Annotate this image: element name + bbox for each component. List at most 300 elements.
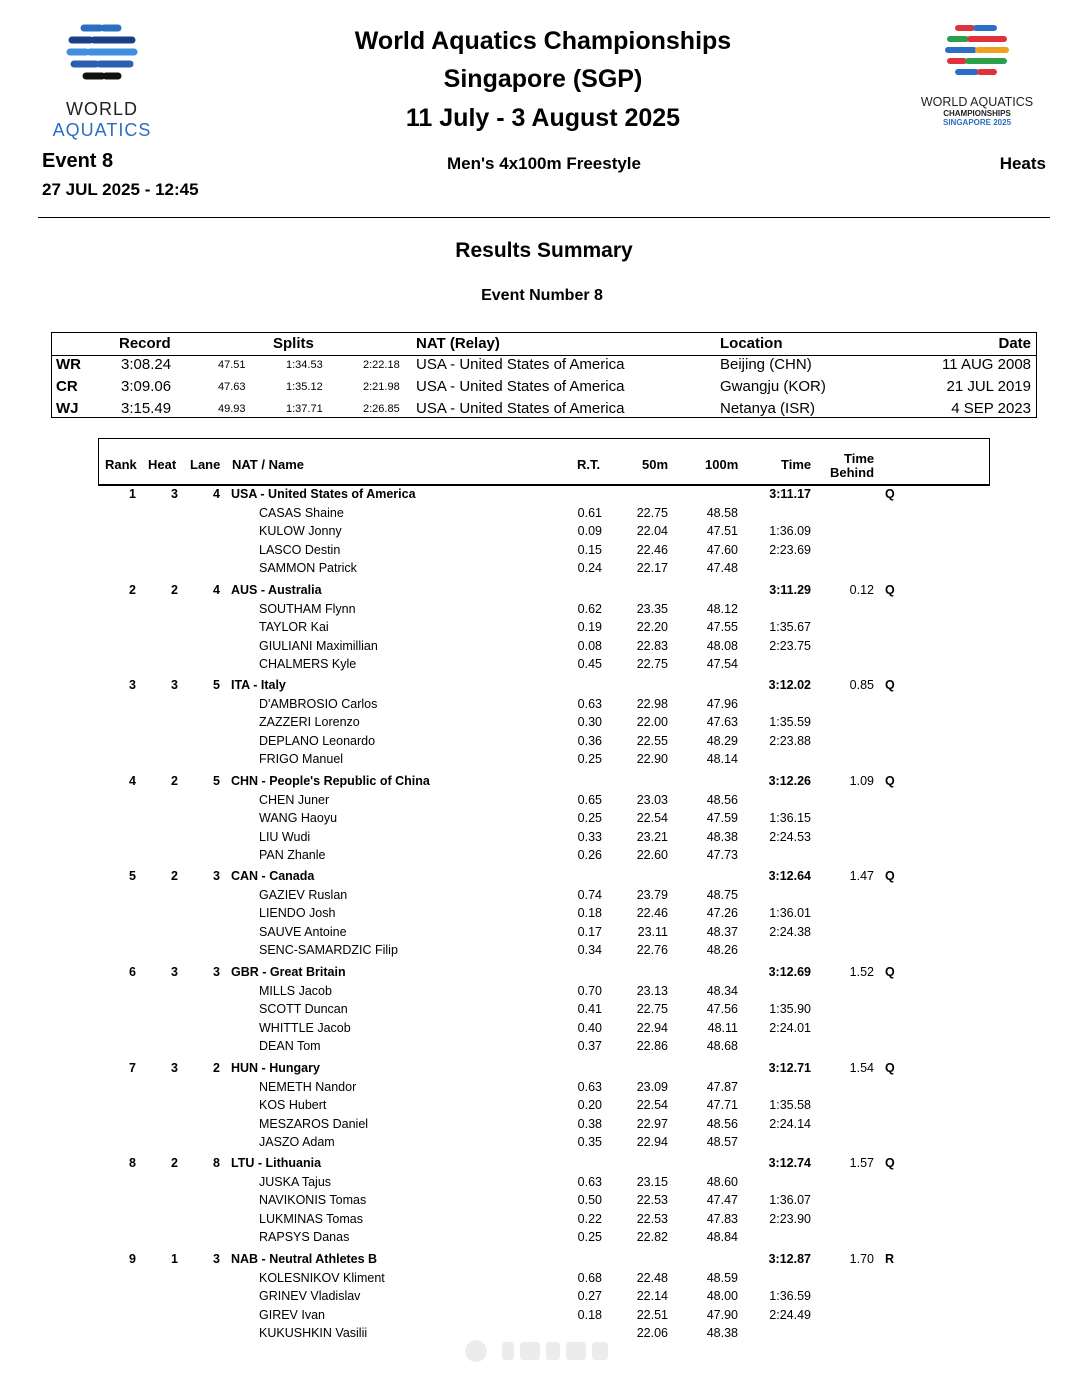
swimmer-name: MILLS Jacob xyxy=(259,983,332,998)
championships-logo xyxy=(904,22,1050,132)
swimmer-split-100: 48.08 xyxy=(706,638,738,653)
swimmer-row xyxy=(0,1193,1080,1211)
swimmer-split-100: 48.29 xyxy=(706,734,738,749)
team-time: 3:12.69 xyxy=(768,964,811,979)
team-time: 3:11.17 xyxy=(769,487,811,501)
team-heat: 2 xyxy=(171,1156,178,1171)
records-header-splits: Splits xyxy=(273,335,314,352)
team-entry xyxy=(0,965,1080,1061)
record-row xyxy=(52,376,1036,398)
swimmer-split-50: 22.60 xyxy=(636,847,668,862)
team-row xyxy=(0,1156,1080,1174)
swimmer-row xyxy=(0,1175,1080,1193)
swimmer-reaction-time: 0.22 xyxy=(577,1212,602,1227)
records-table xyxy=(51,332,1037,418)
swimmer-split-50: 23.35 xyxy=(636,601,668,616)
col-time: Time xyxy=(781,457,812,472)
swimmer-split-100: 48.57 xyxy=(706,1134,738,1149)
swimmer-split-50: 22.46 xyxy=(636,906,668,921)
championship-dates: 11 July - 3 August 2025 xyxy=(405,104,681,132)
swimmer-name: DEAN Tom xyxy=(259,1038,321,1053)
team-qualifier: Q xyxy=(885,869,895,884)
record-type: WR xyxy=(56,356,81,373)
swimmer-reaction-time: 0.18 xyxy=(577,906,602,921)
swimmer-name: WANG Haoyu xyxy=(259,810,338,825)
record-row xyxy=(52,354,1036,376)
swimmer-split-100: 48.38 xyxy=(706,1325,738,1340)
swimmer-name: CASAS Shaine xyxy=(259,506,344,520)
team-lane: 4 xyxy=(213,487,220,501)
swimmer-split-50: 22.98 xyxy=(636,697,668,712)
swimmer-split-100: 48.34 xyxy=(706,983,738,998)
swimmer-row xyxy=(0,1289,1080,1307)
team-name: CHN - People's Republic of China xyxy=(231,773,430,788)
swimmer-name: LIU Wudi xyxy=(259,829,311,844)
swimmer-split-50: 23.13 xyxy=(636,983,668,998)
swimmer-row xyxy=(0,943,1080,961)
swimmer-split-100: 48.59 xyxy=(706,1270,738,1285)
col-rank: Rank xyxy=(105,457,137,472)
swimmer-name: WHITTLE Jacob xyxy=(259,1020,351,1035)
record-row xyxy=(52,398,1036,420)
team-row xyxy=(0,678,1080,696)
swimmer-name: DEPLANO Leonardo xyxy=(259,734,376,749)
swimmer-reaction-time: 0.38 xyxy=(577,1116,602,1131)
swimmer-split-100: 47.90 xyxy=(706,1307,738,1322)
col-100m: 100m xyxy=(705,457,739,472)
swimmer-split-100: 48.84 xyxy=(706,1230,738,1245)
swimmer-cumulative: 1:35.58 xyxy=(769,1097,811,1112)
watermark-icon xyxy=(456,1338,616,1364)
swimmer-row xyxy=(0,1308,1080,1326)
swimmer-split-50: 23.21 xyxy=(636,829,668,844)
team-rank: 3 xyxy=(129,678,136,693)
record-split-50: 47.63 xyxy=(218,381,246,393)
swimmer-split-100: 48.56 xyxy=(706,792,738,807)
swimmer-split-100: 48.37 xyxy=(706,925,738,940)
col-time-behind-2: Behind xyxy=(830,465,875,480)
swimmer-split-50: 22.82 xyxy=(636,1230,668,1245)
swimmer-reaction-time: 0.40 xyxy=(577,1020,602,1035)
swimmer-split-50: 23.15 xyxy=(636,1175,668,1190)
swimmer-row xyxy=(0,793,1080,811)
swimmer-row xyxy=(0,561,1080,579)
team-qualifier: Q xyxy=(885,1060,895,1075)
swimmer-split-100: 47.55 xyxy=(706,619,738,634)
swimmer-row xyxy=(0,734,1080,752)
swimmer-split-50: 22.14 xyxy=(636,1288,668,1303)
team-name: ITA - Italy xyxy=(231,678,286,693)
swimmer-row xyxy=(0,639,1080,657)
team-rank: 1 xyxy=(129,487,136,501)
record-split-50: 49.93 xyxy=(218,403,246,415)
swimmer-reaction-time: 0.37 xyxy=(577,1038,602,1053)
swimmer-split-100: 47.63 xyxy=(706,715,738,730)
swimmer-name: SAMMON Patrick xyxy=(259,561,357,575)
swimmer-name: GIULIANI Maximillian xyxy=(259,638,378,653)
record-split-100: 1:37.71 xyxy=(286,403,323,415)
swimmer-split-50: 22.51 xyxy=(636,1307,668,1322)
team-lane: 3 xyxy=(213,869,220,884)
records-header-date: Date xyxy=(998,335,1031,352)
swimmer-reaction-time: 0.36 xyxy=(577,734,602,749)
swimmer-reaction-time: 0.19 xyxy=(577,619,602,634)
swimmer-split-100: 48.11 xyxy=(707,1020,738,1035)
swimmer-name: JUSKA Tajus xyxy=(259,1175,332,1190)
team-heat: 2 xyxy=(171,582,178,597)
swimmer-cumulative: 1:36.09 xyxy=(769,524,811,538)
team-time: 3:12.74 xyxy=(768,1156,811,1171)
team-name: AUS - Australia xyxy=(231,582,322,597)
team-row xyxy=(0,1252,1080,1270)
swimmer-reaction-time: 0.17 xyxy=(577,925,602,940)
record-type: CR xyxy=(56,378,78,395)
swimmer-reaction-time: 0.20 xyxy=(577,1097,602,1112)
swimmer-cumulative: 1:35.67 xyxy=(769,619,811,634)
swimmer-name: ZAZZERI Lorenzo xyxy=(259,715,360,730)
swimmer-split-50: 22.86 xyxy=(636,1038,668,1053)
team-row xyxy=(0,774,1080,792)
team-time-behind: 0.12 xyxy=(849,582,874,597)
swimmer-reaction-time: 0.27 xyxy=(577,1288,602,1303)
swimmer-reaction-time: 0.30 xyxy=(577,715,602,730)
swimmer-cumulative: 2:23.88 xyxy=(769,734,811,749)
team-name: NAB - Neutral Athletes B xyxy=(231,1251,378,1266)
record-split-100: 1:34.53 xyxy=(286,359,323,371)
swimmer-name: GAZIEV Ruslan xyxy=(259,888,348,903)
team-time: 3:12.71 xyxy=(768,1060,811,1075)
swimmer-row xyxy=(0,811,1080,829)
team-heat: 2 xyxy=(171,773,178,788)
swimmer-split-100: 47.60 xyxy=(706,543,738,557)
swimmer-name: TAYLOR Kai xyxy=(259,619,329,634)
right-logo-line3: SINGAPORE 2025 xyxy=(942,118,1012,127)
swimmer-row xyxy=(0,752,1080,770)
team-time: 3:12.02 xyxy=(768,678,811,693)
swimmer-reaction-time: 0.25 xyxy=(577,810,602,825)
team-lane: 4 xyxy=(213,582,220,597)
team-lane: 3 xyxy=(213,1251,220,1266)
team-heat: 2 xyxy=(171,869,178,884)
swimmer-cumulative: 1:35.59 xyxy=(769,715,811,730)
swimmer-row xyxy=(0,1039,1080,1057)
col-name: NAT / Name xyxy=(232,457,304,472)
swimmer-split-50: 22.53 xyxy=(636,1212,668,1227)
swimmer-row xyxy=(0,1021,1080,1039)
swimmer-name: CHALMERS Kyle xyxy=(259,656,357,671)
swimmer-name: MESZAROS Daniel xyxy=(259,1116,369,1131)
team-qualifier: Q xyxy=(885,678,895,693)
swimmer-reaction-time: 0.68 xyxy=(577,1270,602,1285)
records-header xyxy=(52,333,1036,356)
swimmer-reaction-time: 0.45 xyxy=(577,656,602,671)
team-row xyxy=(0,583,1080,601)
swimmer-reaction-time: 0.65 xyxy=(577,792,602,807)
team-lane: 2 xyxy=(213,1060,220,1075)
team-heat: 3 xyxy=(171,678,178,693)
record-nat: USA - United States of America xyxy=(416,356,625,373)
team-rank: 9 xyxy=(129,1251,136,1266)
swimmer-name: KOS Hubert xyxy=(259,1097,327,1112)
page-subtitle: Singapore (SGP) xyxy=(443,65,643,93)
swimmer-split-50: 22.46 xyxy=(636,543,668,557)
swimmer-split-50: 22.53 xyxy=(636,1193,668,1208)
swimmer-split-100: 47.56 xyxy=(706,1001,738,1016)
swimmer-reaction-time: 0.35 xyxy=(577,1134,602,1149)
event-phase: Heats xyxy=(999,154,1046,173)
swimmer-split-50: 23.03 xyxy=(636,792,668,807)
swimmer-split-100: 48.60 xyxy=(706,1175,738,1190)
col-rt: R.T. xyxy=(577,457,601,472)
event-datetime: 27 JUL 2025 - 12:45 xyxy=(42,180,199,199)
swimmer-name: CHEN Juner xyxy=(259,792,330,807)
swimmer-cumulative: 1:36.59 xyxy=(769,1288,811,1303)
swimmer-row xyxy=(0,1098,1080,1116)
swimmer-split-100: 47.47 xyxy=(706,1193,738,1208)
team-qualifier: R xyxy=(885,1251,895,1266)
team-time-behind: 1.47 xyxy=(849,869,874,884)
record-type: WJ xyxy=(56,400,79,417)
swimmer-name: LASCO Destin xyxy=(259,543,341,557)
record-time: 3:08.24 xyxy=(121,356,172,373)
team-heat: 3 xyxy=(171,964,178,979)
records-header-nat: NAT (Relay) xyxy=(416,335,500,352)
swimmer-name: SOUTHAM Flynn xyxy=(259,601,356,616)
swimmer-name: RAPSYS Danas xyxy=(259,1230,350,1245)
swimmer-reaction-time: 0.15 xyxy=(577,543,602,557)
team-name: USA - United States of America xyxy=(231,487,416,501)
swimmer-cumulative: 2:23.69 xyxy=(769,543,811,557)
results-list xyxy=(0,487,1080,1347)
team-time-behind: 1.70 xyxy=(849,1251,874,1266)
swimmer-name: GIREV Ivan xyxy=(259,1307,325,1322)
swimmer-split-50: 22.83 xyxy=(636,638,668,653)
team-entry xyxy=(0,487,1080,583)
record-time: 3:15.49 xyxy=(121,400,172,417)
swimmer-row xyxy=(0,602,1080,620)
record-location: Netanya (ISR) xyxy=(720,400,816,417)
swimmer-row xyxy=(0,1135,1080,1153)
swimmer-name: NEMETH Nandor xyxy=(259,1079,357,1094)
swimmer-reaction-time: 0.63 xyxy=(577,1079,602,1094)
team-lane: 3 xyxy=(213,964,220,979)
swimmer-reaction-time: 0.61 xyxy=(577,506,602,520)
swimmer-row xyxy=(0,657,1080,675)
swimmer-row xyxy=(0,697,1080,715)
col-time-behind-1: Time xyxy=(844,451,875,466)
team-row xyxy=(0,965,1080,983)
record-nat: USA - United States of America xyxy=(416,378,625,395)
record-split-150: 2:22.18 xyxy=(363,359,400,371)
swimmer-split-100: 48.26 xyxy=(706,943,738,958)
swimmer-name: NAVIKONIS Tomas xyxy=(259,1193,367,1208)
swimmer-split-100: 47.59 xyxy=(706,810,738,825)
swimmer-split-50: 23.11 xyxy=(637,925,668,940)
swimmer-reaction-time: 0.24 xyxy=(577,561,602,575)
swimmer-cumulative: 1:36.07 xyxy=(769,1193,811,1208)
team-heat: 3 xyxy=(171,487,178,501)
swimmer-row xyxy=(0,1230,1080,1248)
record-date: 11 AUG 2008 xyxy=(942,356,1031,373)
swimmer-reaction-time: 0.63 xyxy=(577,1175,602,1190)
team-qualifier: Q xyxy=(885,773,895,788)
swimmer-name: LUKMINAS Tomas xyxy=(259,1212,363,1227)
swimmer-row xyxy=(0,925,1080,943)
record-date: 21 JUL 2019 xyxy=(946,378,1031,395)
team-rank: 4 xyxy=(129,773,136,788)
team-time: 3:11.29 xyxy=(769,582,811,597)
swimmer-reaction-time: 0.62 xyxy=(577,601,602,616)
team-rank: 8 xyxy=(129,1156,136,1171)
swimmer-split-50: 22.97 xyxy=(636,1116,668,1131)
swimmer-split-50: 22.00 xyxy=(636,715,668,730)
record-location: Beijing (CHN) xyxy=(720,356,812,373)
swimmer-row xyxy=(0,984,1080,1002)
swimmer-split-100: 47.26 xyxy=(706,906,738,921)
swimmer-split-50: 22.75 xyxy=(636,656,668,671)
swimmer-cumulative: 2:24.14 xyxy=(769,1116,811,1131)
swimmer-row xyxy=(0,906,1080,924)
swimmer-name: GRINEV Vladislav xyxy=(259,1288,361,1303)
team-lane: 8 xyxy=(213,1156,220,1171)
swimmer-split-50: 22.54 xyxy=(636,1097,668,1112)
swimmer-row xyxy=(0,1002,1080,1020)
team-rank: 2 xyxy=(129,582,136,597)
team-time: 3:12.87 xyxy=(768,1251,811,1266)
team-rank: 7 xyxy=(129,1060,136,1075)
team-entry xyxy=(0,583,1080,679)
swimmer-cumulative: 2:24.38 xyxy=(769,925,811,940)
team-entry xyxy=(0,774,1080,870)
team-rank: 5 xyxy=(129,869,136,884)
results-summary-title: Results Summary xyxy=(455,239,633,262)
records-header-record: Record xyxy=(119,335,171,352)
swimmer-name: KUKUSHKIN Vasilii xyxy=(259,1325,368,1340)
swimmer-split-100: 47.54 xyxy=(706,656,738,671)
swimmer-split-50: 22.75 xyxy=(636,1001,668,1016)
swimmer-cumulative: 2:24.53 xyxy=(769,829,811,844)
swimmer-split-100: 47.71 xyxy=(706,1097,738,1112)
swimmer-split-100: 48.14 xyxy=(706,752,738,767)
team-time-behind: 1.09 xyxy=(849,773,874,788)
team-qualifier: Q xyxy=(885,1156,895,1171)
swimmer-split-50: 22.55 xyxy=(636,734,668,749)
swimmer-reaction-time: 0.26 xyxy=(577,847,602,862)
team-lane: 5 xyxy=(213,773,220,788)
swimmer-split-50: 22.48 xyxy=(636,1270,668,1285)
col-50m: 50m xyxy=(642,457,669,472)
team-entry xyxy=(0,678,1080,774)
swimmer-name: SENC-SAMARDZIC Filip xyxy=(259,943,398,958)
swimmer-row xyxy=(0,543,1080,561)
team-qualifier: Q xyxy=(885,582,895,597)
championships-emblem-icon xyxy=(904,22,1050,84)
swimmer-split-50: 22.04 xyxy=(636,524,668,538)
team-time-behind: 0.85 xyxy=(849,678,874,693)
swimmer-row xyxy=(0,1117,1080,1135)
swimmer-split-50: 22.76 xyxy=(636,943,668,958)
record-time: 3:09.06 xyxy=(121,378,172,395)
swimmer-row xyxy=(0,506,1080,524)
swimmer-split-50: 22.54 xyxy=(636,810,668,825)
team-row xyxy=(0,487,1080,505)
swimmer-reaction-time: 0.25 xyxy=(577,1230,602,1245)
right-logo-line1: WORLD AQUATICS xyxy=(920,95,1034,109)
swimmer-cumulative: 1:35.90 xyxy=(769,1001,811,1016)
swimmer-cumulative: 2:23.75 xyxy=(769,638,811,653)
team-qualifier: Q xyxy=(885,964,895,979)
left-logo-line1: WORLD xyxy=(66,99,138,119)
swimmer-row xyxy=(0,715,1080,733)
right-logo-line2: CHAMPIONSHIPS xyxy=(943,109,1011,118)
swimmer-reaction-time: 0.34 xyxy=(577,943,602,958)
swimmer-reaction-time: 0.50 xyxy=(577,1193,602,1208)
team-heat: 3 xyxy=(171,1060,178,1075)
swimmer-split-100: 47.51 xyxy=(706,524,738,538)
team-lane: 5 xyxy=(213,678,220,693)
swimmer-cumulative: 2:23.90 xyxy=(769,1212,811,1227)
event-number-label: Event Number 8 xyxy=(481,287,603,304)
swimmer-row xyxy=(0,620,1080,638)
swimmer-name: KULOW Jonny xyxy=(259,524,342,538)
swimmer-split-50: 23.09 xyxy=(636,1079,668,1094)
swimmer-reaction-time: 0.74 xyxy=(577,888,602,903)
swimmer-split-100: 47.73 xyxy=(706,847,738,862)
swimmer-cumulative: 2:24.01 xyxy=(769,1020,811,1035)
swimmer-reaction-time: 0.09 xyxy=(577,524,602,538)
swimmer-reaction-time: 0.18 xyxy=(577,1307,602,1322)
swimmer-split-100: 48.38 xyxy=(706,829,738,844)
team-qualifier: Q xyxy=(885,487,895,501)
swimmer-split-50: 22.20 xyxy=(636,619,668,634)
swimmer-split-50: 22.17 xyxy=(636,561,668,575)
swimmer-reaction-time: 0.63 xyxy=(577,697,602,712)
record-split-150: 2:26.85 xyxy=(363,403,400,415)
record-split-50: 47.51 xyxy=(218,359,246,371)
swimmer-row xyxy=(0,1271,1080,1289)
swimmer-split-50: 22.94 xyxy=(636,1020,668,1035)
swimmer-name: JASZO Adam xyxy=(259,1134,335,1149)
team-row xyxy=(0,1061,1080,1079)
swimmer-name: D'AMBROSIO Carlos xyxy=(259,697,378,712)
swimmer-split-100: 48.68 xyxy=(706,1038,738,1053)
records-header-location: Location xyxy=(720,335,783,352)
watermark xyxy=(456,1338,616,1364)
record-date: 4 SEP 2023 xyxy=(951,400,1031,417)
record-nat: USA - United States of America xyxy=(416,400,625,417)
event-name: Men's 4x100m Freestyle xyxy=(447,154,641,173)
team-time: 3:12.26 xyxy=(768,773,811,788)
swimmer-reaction-time: 0.25 xyxy=(577,752,602,767)
team-time-behind: 1.52 xyxy=(849,964,874,979)
swimmer-reaction-time: 0.33 xyxy=(577,829,602,844)
swimmer-split-50: 22.75 xyxy=(636,506,668,520)
swimmer-split-100: 48.56 xyxy=(706,1116,738,1131)
swimmer-split-100: 48.75 xyxy=(706,888,738,903)
left-logo-line2: AQUATICS xyxy=(52,120,152,140)
swimmer-name: KOLESNIKOV Kliment xyxy=(259,1270,385,1285)
swimmer-name: SAUVE Antoine xyxy=(259,925,347,940)
col-lane: Lane xyxy=(190,457,221,472)
team-name: CAN - Canada xyxy=(231,869,315,884)
swimmer-split-100: 47.87 xyxy=(706,1079,738,1094)
swimmer-reaction-time: 0.70 xyxy=(577,983,602,998)
col-heat: Heat xyxy=(148,457,177,472)
swimmer-split-100: 48.12 xyxy=(706,601,738,616)
team-name: LTU - Lithuania xyxy=(231,1156,322,1171)
swimmer-split-50: 22.90 xyxy=(636,752,668,767)
team-name: HUN - Hungary xyxy=(231,1060,320,1075)
